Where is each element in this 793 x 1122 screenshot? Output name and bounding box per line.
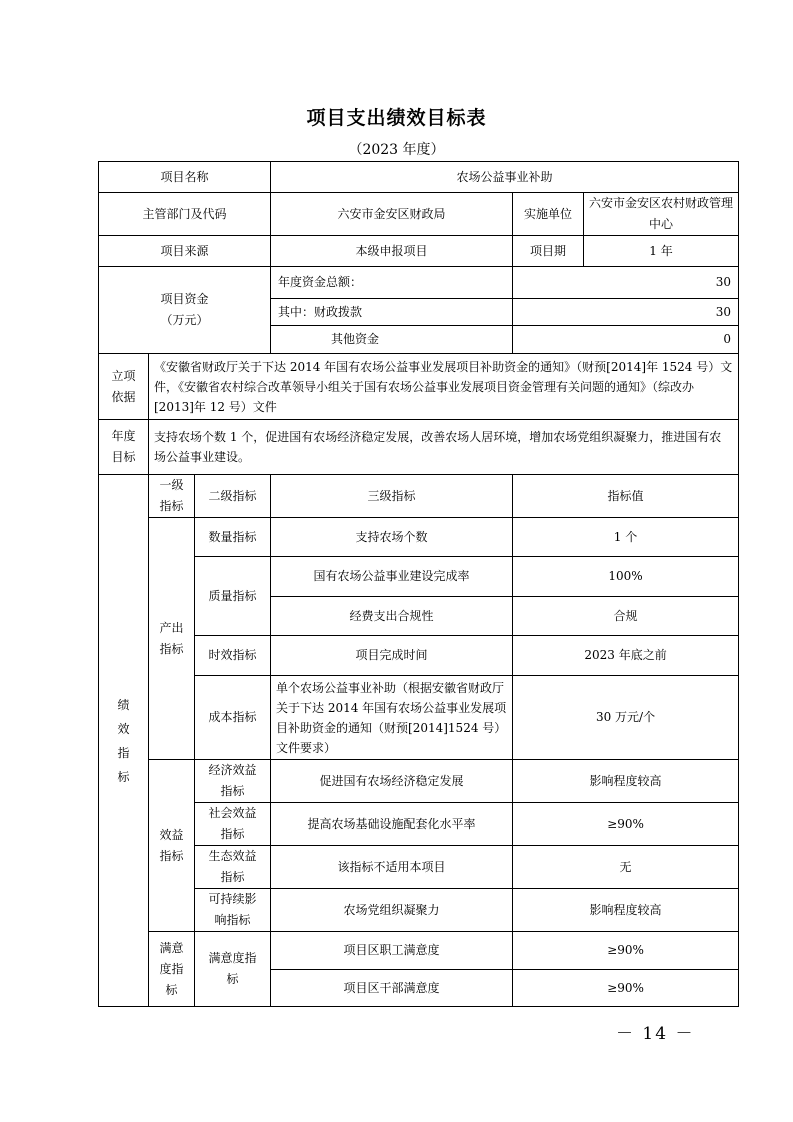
cost-item: 单个农场公益事业补助（根据安徽省财政厅关于下达 2014 年国有农场公益事业发展项目补助资金的通知（财预[2014]1524 号）文件要求） [271, 676, 513, 760]
period-value: 1 年 [584, 236, 739, 267]
quality-item-completion: 国有农场公益事业建设完成率 [271, 557, 513, 597]
social-label-line1: 社会效益 [208, 806, 257, 820]
economic-label-line1: 经济效益 [208, 763, 257, 777]
ecological-label-line2: 指标 [220, 870, 245, 884]
sustainable-label-line1: 可持续影 [208, 892, 257, 906]
period-label: 项目期 [513, 236, 584, 267]
funds-total-value: 30 [513, 267, 739, 299]
indicators-section-char: 指 [117, 745, 130, 760]
benefit-indicators-label [149, 760, 195, 932]
funds-other-value: 0 [513, 326, 739, 354]
basis-text: 《安徽省财政厅关于下达 2014 年国有农场公益事业发展项目补助资金的通知》（财预[2014]年 1524 号）文件，《安徽省农村综合改革领导小组关于国有农场公益事业发展项目资金管理有关问题的通知》（综改办[2013]年 12 号）文件 [149, 354, 739, 420]
source-value: 本级申报项目 [271, 236, 513, 267]
timeliness-value: 2023 年底之前 [513, 636, 739, 676]
satisfaction-item-workers: 项目区职工满意度 [271, 932, 513, 970]
quality-value-completion: 100% [513, 557, 739, 597]
goal-label [99, 420, 149, 475]
satisfaction-label-line2: 度指 [159, 961, 184, 976]
header-value: 指标值 [513, 475, 739, 518]
sustainable-item: 农场党组织凝聚力 [271, 889, 513, 932]
economic-value: 影响程度较高 [513, 760, 739, 803]
sustainable-label-line2: 响指标 [214, 913, 251, 927]
project-name-value: 农场公益事业补助 [271, 162, 739, 193]
timeliness-indicator-label: 时效指标 [195, 636, 271, 676]
satisfaction-level2-label [195, 932, 271, 1007]
quantity-item: 支持农场个数 [271, 518, 513, 557]
dept-value: 六安市金安区财政局 [271, 193, 513, 236]
header-level1 [149, 475, 195, 518]
page-subtitle: （2023 年度） [348, 142, 445, 158]
satisfaction-indicators-label [149, 932, 195, 1007]
goal-text: 支持农场个数 1 个，促进国有农场经济稳定发展，改善农场人居环境，增加农场党组织凝聚力，推进国有农场公益事业建设。 [149, 420, 739, 475]
goal-label-line2: 目标 [111, 450, 136, 464]
dept-label: 主管部门及代码 [99, 193, 271, 236]
funds-fiscal-value: 30 [513, 299, 739, 326]
funds-total-label: 年度资金总额： [271, 267, 513, 299]
satisfaction-item-cadres: 项目区干部满意度 [271, 970, 513, 1007]
economic-label-line2: 指标 [220, 784, 245, 798]
economic-item: 促进国有农场经济稳定发展 [271, 760, 513, 803]
economic-indicator-label [195, 760, 271, 803]
output-indicators-label [149, 518, 195, 760]
quantity-value: 1 个 [513, 518, 739, 557]
header-level1-line1: 一级 [159, 478, 184, 492]
satisfaction-label-line3: 标 [165, 982, 178, 997]
satisfaction-label-line1: 满意 [159, 940, 184, 955]
social-label-line2: 指标 [220, 827, 245, 841]
sustainable-value: 影响程度较高 [513, 889, 739, 932]
satisfaction-level2-line1: 满意度指 [208, 951, 257, 965]
quantity-indicator-label: 数量指标 [195, 518, 271, 557]
source-label: 项目来源 [99, 236, 271, 267]
satisfaction-value-workers: ≥90% [513, 932, 739, 970]
funds-label-line1: 项目资金 [160, 292, 209, 306]
ecological-value: 无 [513, 846, 739, 889]
funds-label-line2: （万元） [160, 313, 209, 327]
basis-label [99, 354, 149, 420]
benefit-label-line1: 效益 [159, 827, 184, 842]
page-title: 项目支出绩效目标表 [306, 107, 487, 129]
indicators-section-char: 标 [117, 769, 130, 784]
quality-item-compliance: 经费支出合规性 [271, 597, 513, 636]
indicators-section-char: 效 [117, 721, 130, 736]
satisfaction-level2-line2: 标 [226, 972, 239, 986]
header-level3: 三级指标 [271, 475, 513, 518]
indicators-section-label [99, 475, 149, 1007]
funds-fiscal-label: 其中：财政拨款 [271, 299, 513, 326]
page-number: － 14 － [616, 1024, 695, 1044]
performance-target-table [98, 161, 739, 1007]
unit-value: 六安市金安区农村财政管理中心 [584, 193, 739, 236]
ecological-item: 该指标不适用本项目 [271, 846, 513, 889]
social-value: ≥90% [513, 803, 739, 846]
output-label-line2: 指标 [159, 641, 184, 656]
output-label-line1: 产出 [159, 620, 184, 635]
cost-value: 30 万元/个 [513, 676, 739, 760]
goal-label-line1: 年度 [111, 429, 136, 443]
header-level2: 二级指标 [195, 475, 271, 518]
quality-value-compliance: 合规 [513, 597, 739, 636]
funds-other-label: 其他资金 [271, 326, 513, 354]
basis-label-line2: 依据 [111, 389, 136, 404]
benefit-label-line2: 指标 [159, 848, 184, 863]
basis-label-line1: 立项 [111, 368, 136, 383]
ecological-indicator-label [195, 846, 271, 889]
social-indicator-label [195, 803, 271, 846]
cost-indicator-label: 成本指标 [195, 676, 271, 760]
quality-indicator-label: 质量指标 [195, 557, 271, 636]
ecological-label-line1: 生态效益 [208, 849, 257, 863]
unit-label: 实施单位 [513, 193, 584, 236]
social-item: 提高农场基础设施配套化水平率 [271, 803, 513, 846]
project-name-label: 项目名称 [99, 162, 271, 193]
satisfaction-value-cadres: ≥90% [513, 970, 739, 1007]
sustainable-indicator-label [195, 889, 271, 932]
indicators-section-char: 绩 [117, 697, 130, 712]
timeliness-item: 项目完成时间 [271, 636, 513, 676]
header-level1-line2: 指标 [159, 499, 184, 513]
funds-label [99, 267, 271, 354]
